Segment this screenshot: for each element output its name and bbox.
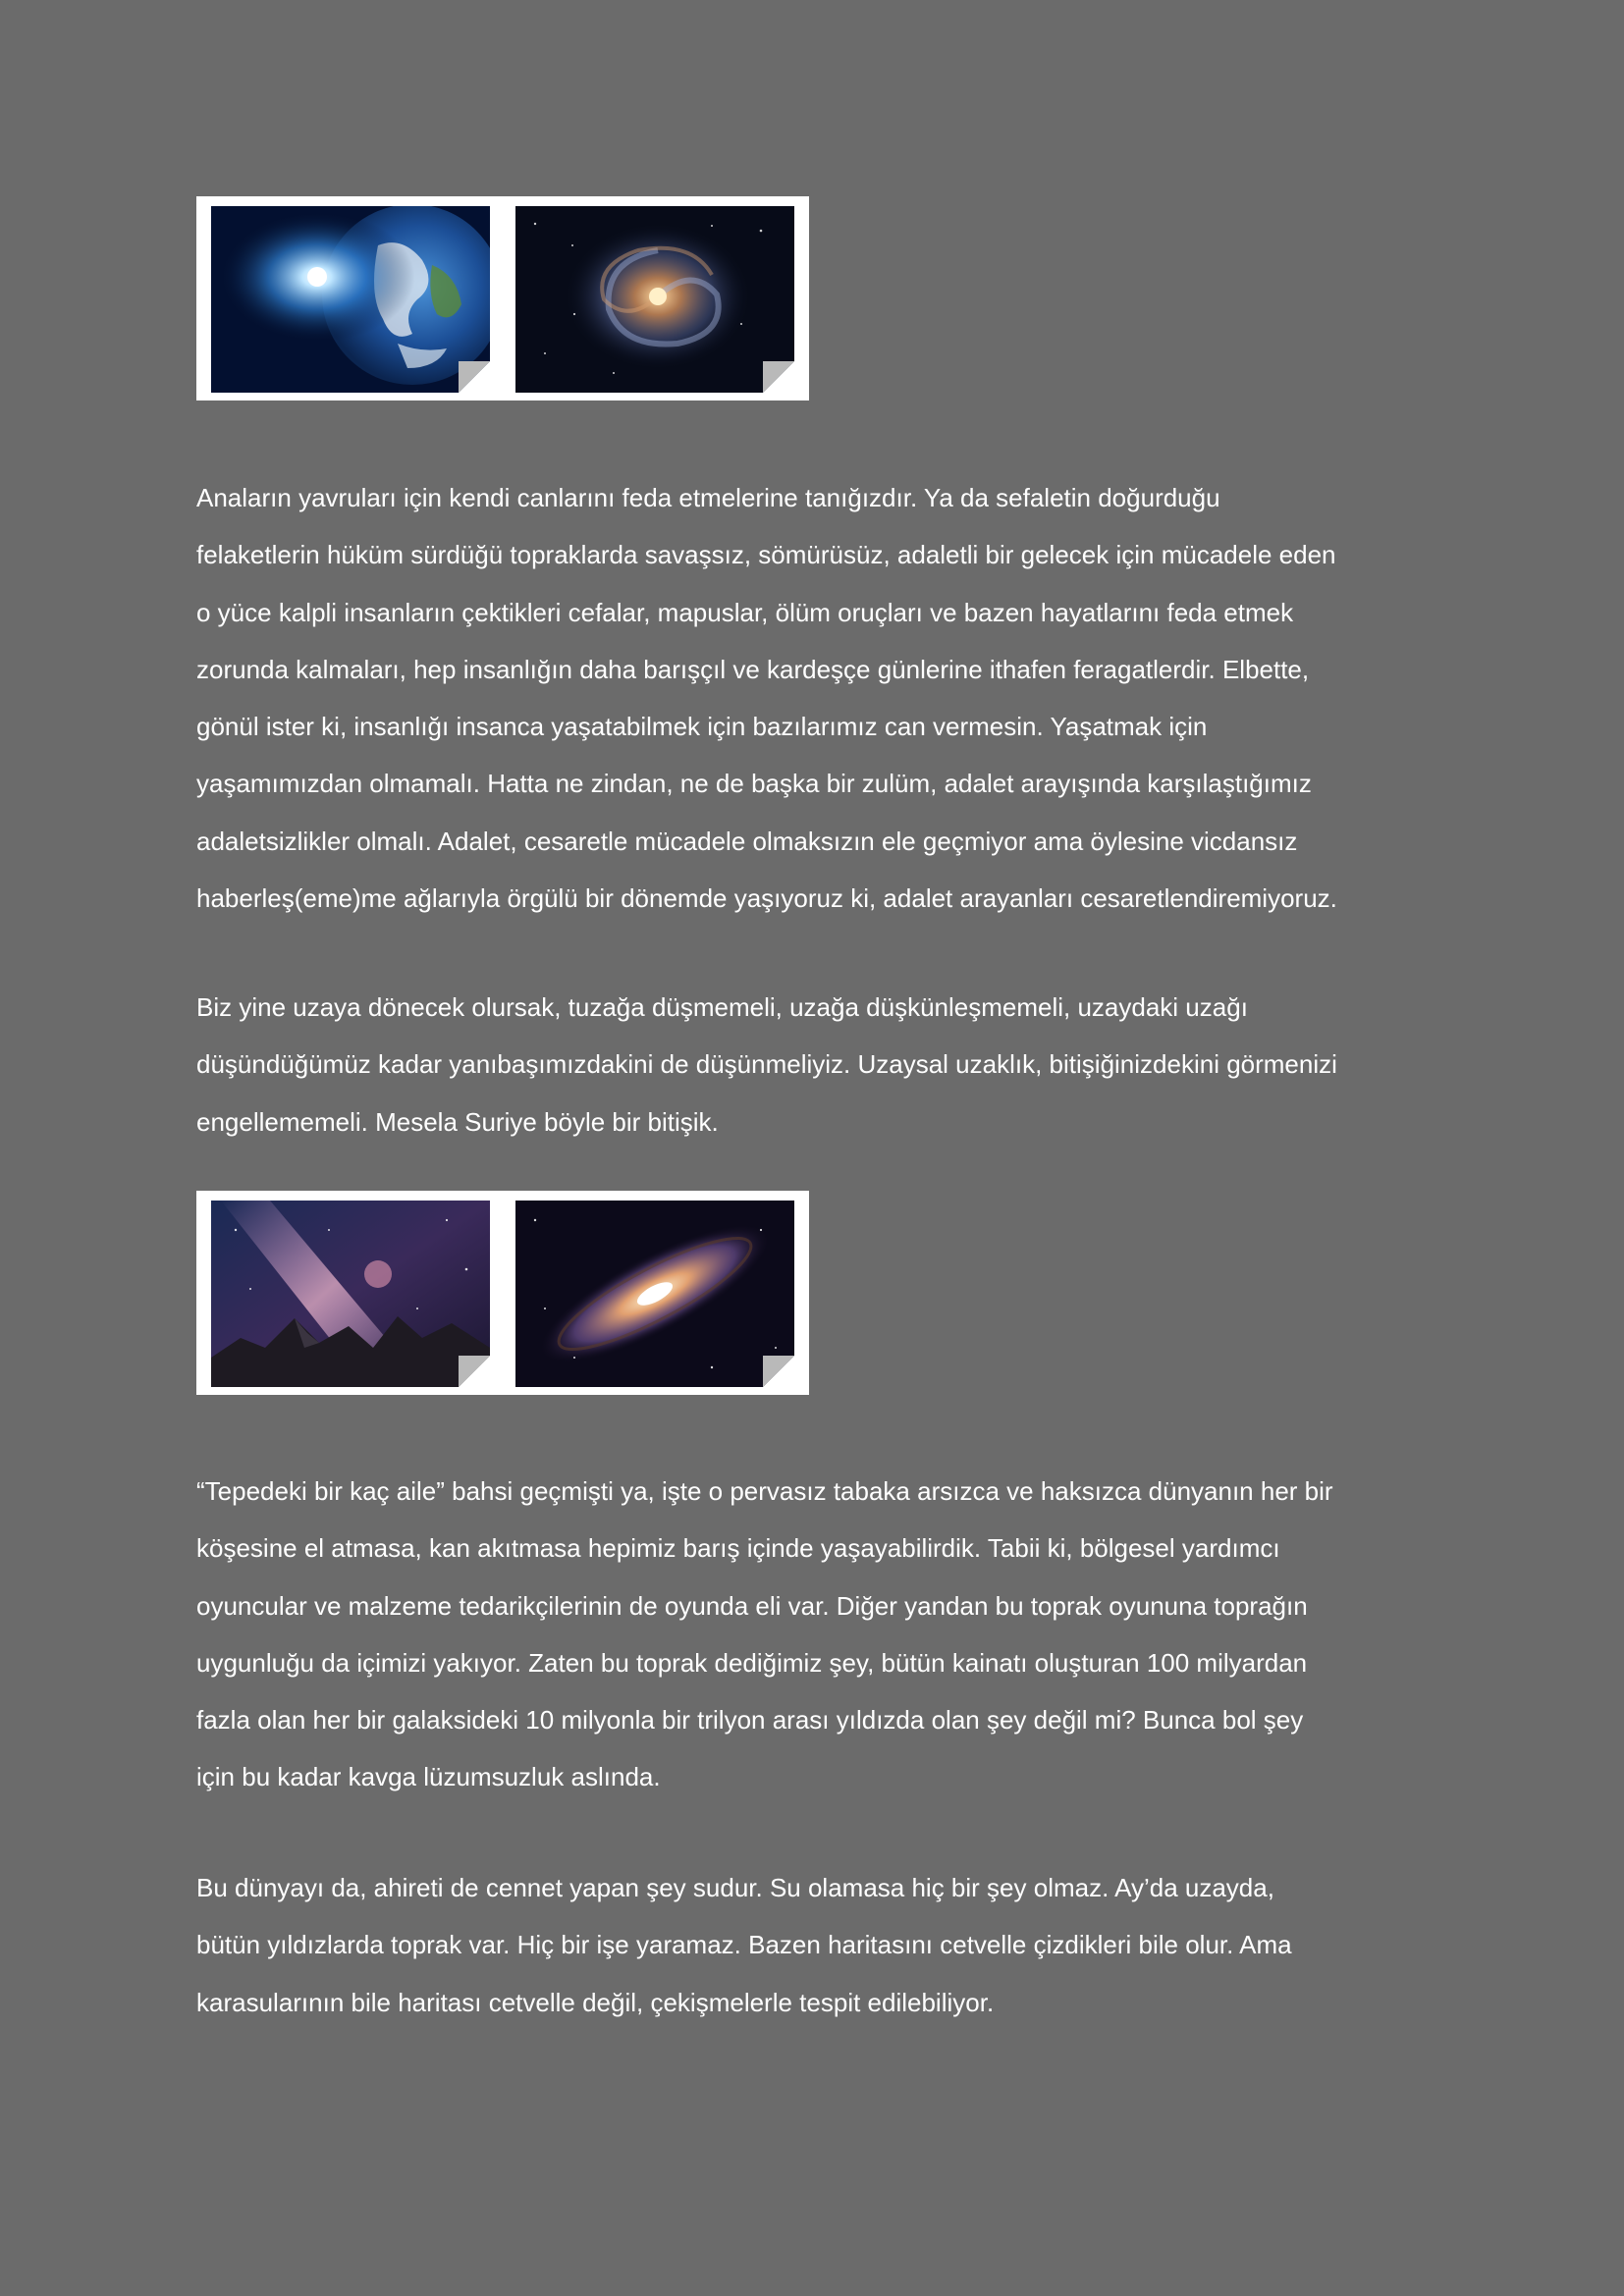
text-line: için bu kadar kavga lüzumsuzluk aslında. [196,1762,661,1792]
spiral-galaxy-image [515,206,794,393]
text-line: Anaların yavruları için kendi canlarını feda etmelerine tanığızdır. Ya da sefaletin doğurduğu [196,483,1220,512]
text-line: fazla olan her bir galaksideki 10 milyonla bir trilyon arası yıldızda olan şey değil mi? Bunca bol şey [196,1705,1304,1735]
paragraph-2 [196,979,1453,1150]
earth-from-space-image [211,206,490,393]
text-line: felaketlerin hüküm sürdüğü topraklarda savaşsız, sömürüsüz, adaletli bir gelecek için mücadele eden [196,540,1336,570]
paragraph-4 [196,1859,1453,2031]
page-curl-icon [459,361,490,393]
paragraph-3 [196,1463,1453,1806]
page-curl-icon [763,361,794,393]
text-line: oyuncular ve malzeme tedarikçilerinin de oyunda eli var. Diğer yandan bu toprak oyununa toprağın [196,1590,1308,1621]
text-line: uygunluğu da içimizi yakıyor. Zaten bu toprak dediğimiz şey, bütün kainatı oluşturan 100 milyardan [196,1647,1308,1678]
text-line: haberleş(eme)me ağlarıyla örgülü bir dönemde yaşıyoruz ki, adalet arayanları cesaretlendiremiyoruz. [196,883,1337,914]
image-strip-bottom [196,1191,809,1395]
text-line: o yüce kalpli insanların çektikleri cefalar, mapuslar, ölüm oruçları ve bazen hayatlarını feda etmek [196,597,1294,627]
text-line: zorunda kalmaları, hep insanlığın daha barışçıl ve kardeşçe günlerine ithafen feragatlerdir. Elbette, [196,654,1310,684]
text-line: gönül ister ki, insanlığı insanca yaşatabilmek için bazılarımız can vermesin. Yaşatmak için [196,712,1208,742]
text-line: köşesine el atmasa, kan akıtmasa hepimiz barış içinde yaşayabilirdik. Tabii ki, bölgesel yardımcı [196,1533,1280,1564]
text-line: karasularının bile haritası cetvelle değil, çekişmelerle tespit edilebiliyor. [196,1987,995,2017]
text-line: adaletsizlikler olmalı. Adalet, cesaretle mücadele olmaksızın ele geçmiyor ama öylesine vicdansız [196,826,1298,856]
page-curl-icon [763,1356,794,1387]
milky-way-over-mountains-image [211,1201,490,1387]
text-line: “Tepedeki bir kaç aile” bahsi geçmişti ya, işte o pervasız tabaka arsızca ve haksızca dünyanın her bir [196,1476,1333,1506]
text-line: yaşamımızdan olmamalı. Hatta ne zindan, ne de başka bir zulüm, adalet arayışında karşılaştığımız [196,769,1312,799]
text-line: düşündüğümüz kadar yanıbaşımızdakini de düşünmeliyiz. Uzaysal uzaklık, bitişiğinizdekini görmenizi [196,1049,1337,1080]
image-strip-top [196,196,809,400]
page-curl-icon [459,1356,490,1387]
paragraph-1 [196,469,1453,927]
text-line: Biz yine uzaya dönecek olursak, tuzağa düşmemeli, uzağa düşkünleşmemeli, uzaydaki uzağı [196,992,1248,1022]
text-line: Bu dünyayı da, ahireti de cennet yapan şey sudur. Su olamasa hiç bir şey olmaz. Ay’da uzayda, [196,1873,1274,1902]
text-line: bütün yıldızlarda toprak var. Hiç bir işe yaramaz. Bazen haritasını cetvelle çizdikleri bile olur. Ama [196,1930,1292,1960]
andromeda-galaxy-image [515,1201,794,1387]
text-line: engellememeli. Mesela Suriye böyle bir bitişik. [196,1106,719,1137]
